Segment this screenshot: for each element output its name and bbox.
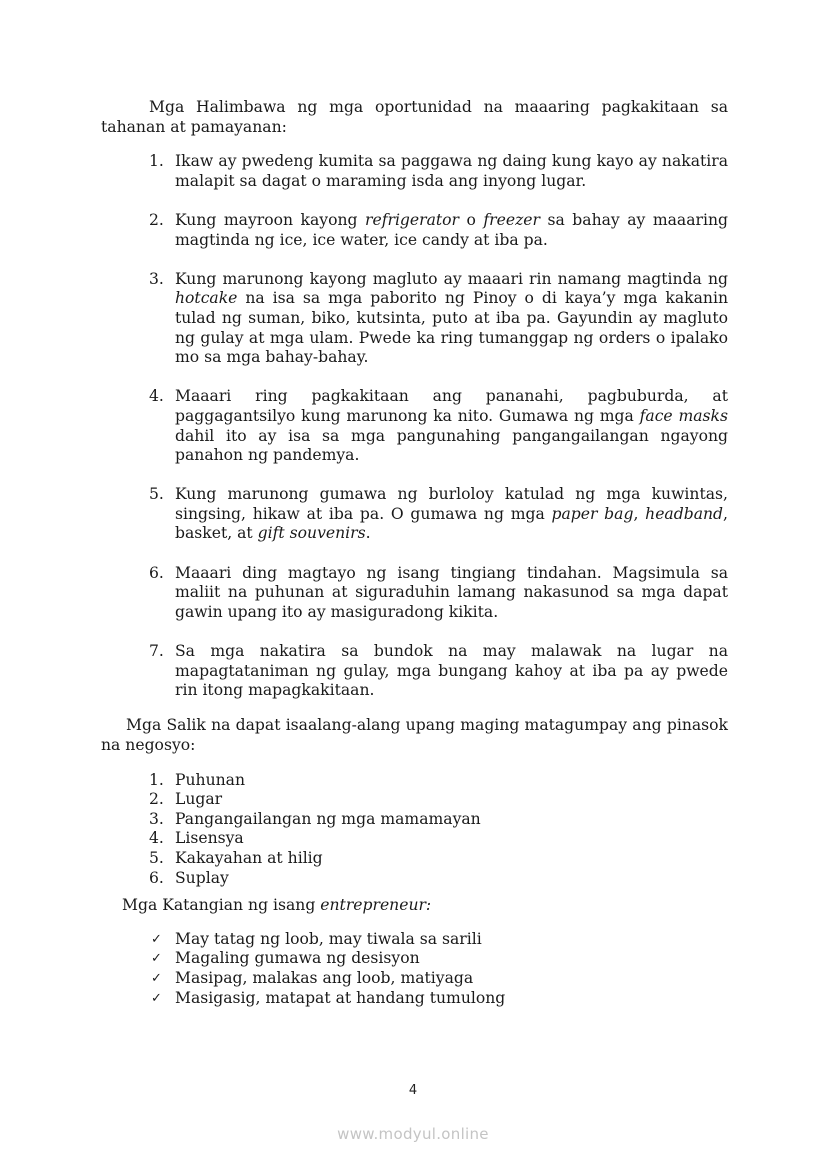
list-number: 5. — [149, 485, 164, 504]
trait-item — [101, 949, 728, 969]
checkmark-icon: ✓ — [151, 990, 162, 1006]
list-number: 6. — [149, 563, 164, 582]
list-number: 1. — [149, 770, 164, 789]
list-number: 3. — [149, 809, 164, 828]
trait-text: Masigasig, matapat at handang tumulong — [175, 988, 506, 1007]
list-number: 1. — [149, 152, 164, 171]
item-text: . — [365, 524, 371, 543]
watermark: www.modyul.online — [337, 1125, 489, 1143]
factor-text: Suplay — [175, 868, 229, 887]
italic-term: headband — [645, 504, 724, 523]
italic-term: refrigerator — [365, 210, 459, 229]
factor-item — [101, 790, 728, 810]
item-text: , — [633, 504, 646, 523]
opportunity-item — [101, 211, 728, 250]
factor-item — [101, 869, 728, 889]
italic-term: hotcake — [175, 289, 238, 308]
factor-item — [101, 810, 728, 830]
item-text: Ikaw ay pwedeng kumita sa paggawa ng daing kung kayo ay nakatira malapit sa dagat o maraming isda ang inyong lugar. — [175, 152, 728, 190]
trait-text: Magaling gumawa ng desisyon — [175, 949, 420, 968]
opportunity-item — [101, 152, 728, 191]
factor-text: Pangangailangan ng mga mamamayan — [175, 809, 481, 828]
item-text: Kung marunong gumawa ng burloloy katulad ng mga kuwintas, singsing, hikaw at iba pa. O gumawa ng mga — [175, 485, 728, 523]
item-text: Kung mayroon kayong — [175, 210, 366, 229]
traits-heading — [101, 896, 728, 916]
factor-text: Kakayahan at hilig — [175, 848, 323, 867]
page-number: 4 — [408, 1083, 418, 1098]
factor-text: Lugar — [175, 790, 223, 809]
item-text: Maaari ding magtayo ng isang tingiang tindahan. Magsimula sa maliit na puhunan at siguraduhin lamang nakasunod sa mga dapat gawin upang ito ay masiguradong kikita. — [175, 563, 728, 621]
trait-item — [101, 930, 728, 950]
traits-heading-prefix: Mga Katangian ng isang — [122, 896, 321, 915]
list-number: 5. — [149, 848, 164, 867]
checkmark-icon: ✓ — [151, 970, 162, 986]
italic-term: face masks — [639, 406, 728, 425]
opportunities-list — [101, 152, 728, 701]
opportunity-item — [101, 564, 728, 623]
opportunity-item — [101, 387, 728, 465]
item-text: o — [459, 210, 484, 229]
factor-item — [101, 849, 728, 869]
opportunity-item — [101, 485, 728, 544]
trait-item — [101, 989, 728, 1009]
trait-text: Masipag, malakas ang loob, matiyaga — [175, 968, 474, 987]
document-page — [101, 98, 728, 1008]
item-text: Maaari ring pagkakitaan ang pananahi, pagbuburda, at paggagantsilyo kung marunong ka nito. Gumawa ng mga — [175, 387, 728, 425]
traits-heading-italic: entrepreneur: — [320, 896, 432, 915]
intro-paragraph: Mga Halimbawa ng mga oportunidad na maaaring pagkakitaan sa tahanan at pamayanan: — [101, 98, 728, 136]
factors-list — [101, 771, 728, 889]
opportunity-item — [101, 270, 728, 368]
opportunity-item — [101, 642, 728, 701]
factors-heading: Mga Salik na dapat isaalang-alang upang maging matagumpay ang pinasok na negosyo: — [101, 716, 728, 754]
item-text: na isa sa mga paborito ng Pinoy o di kaya’y mga kakanin tulad ng suman, biko, kutsinta, puto at iba pa. Gayundin ay magluto ng gulay at mga ulam. Pwede ka ring tumanggap ng orders o ipalako mo sa mga bahay-bahay. — [175, 289, 728, 367]
checkmark-icon: ✓ — [151, 951, 162, 967]
item-text: Kung marunong kayong magluto ay maaari rin namang magtinda ng — [175, 269, 728, 288]
list-number: 3. — [149, 269, 164, 288]
item-text: dahil ito ay isa sa mga pangunahing pangangailangan ngayong panahon ng pandemya. — [175, 426, 728, 465]
list-number: 4. — [149, 829, 164, 848]
italic-term: paper bag — [551, 504, 634, 523]
item-text: sa bahay ay maaaring magtinda ng ice, ice water, ice candy at iba pa. — [175, 210, 728, 249]
trait-item — [101, 969, 728, 989]
checkmark-icon: ✓ — [151, 931, 162, 947]
traits-list — [101, 930, 728, 1008]
factor-text: Lisensya — [175, 829, 244, 848]
list-number: 7. — [149, 642, 164, 661]
factor-item — [101, 829, 728, 849]
list-number: 6. — [149, 868, 164, 887]
trait-text: May tatag ng loob, may tiwala sa sarili — [175, 929, 482, 948]
italic-term: freezer — [483, 210, 540, 229]
italic-term: gift souvenirs — [257, 524, 366, 543]
item-text: , basket, at — [175, 504, 728, 543]
item-text: Sa mga nakatira sa bundok na may malawak na lugar na mapagtataniman ng gulay, mga bungang kahoy at iba pa ay pwede rin itong mapagkakitaan. — [175, 642, 728, 700]
list-number: 2. — [149, 210, 164, 229]
list-number: 4. — [149, 387, 164, 406]
list-number: 2. — [149, 790, 164, 809]
factor-item — [101, 771, 728, 791]
factor-text: Puhunan — [175, 770, 246, 789]
